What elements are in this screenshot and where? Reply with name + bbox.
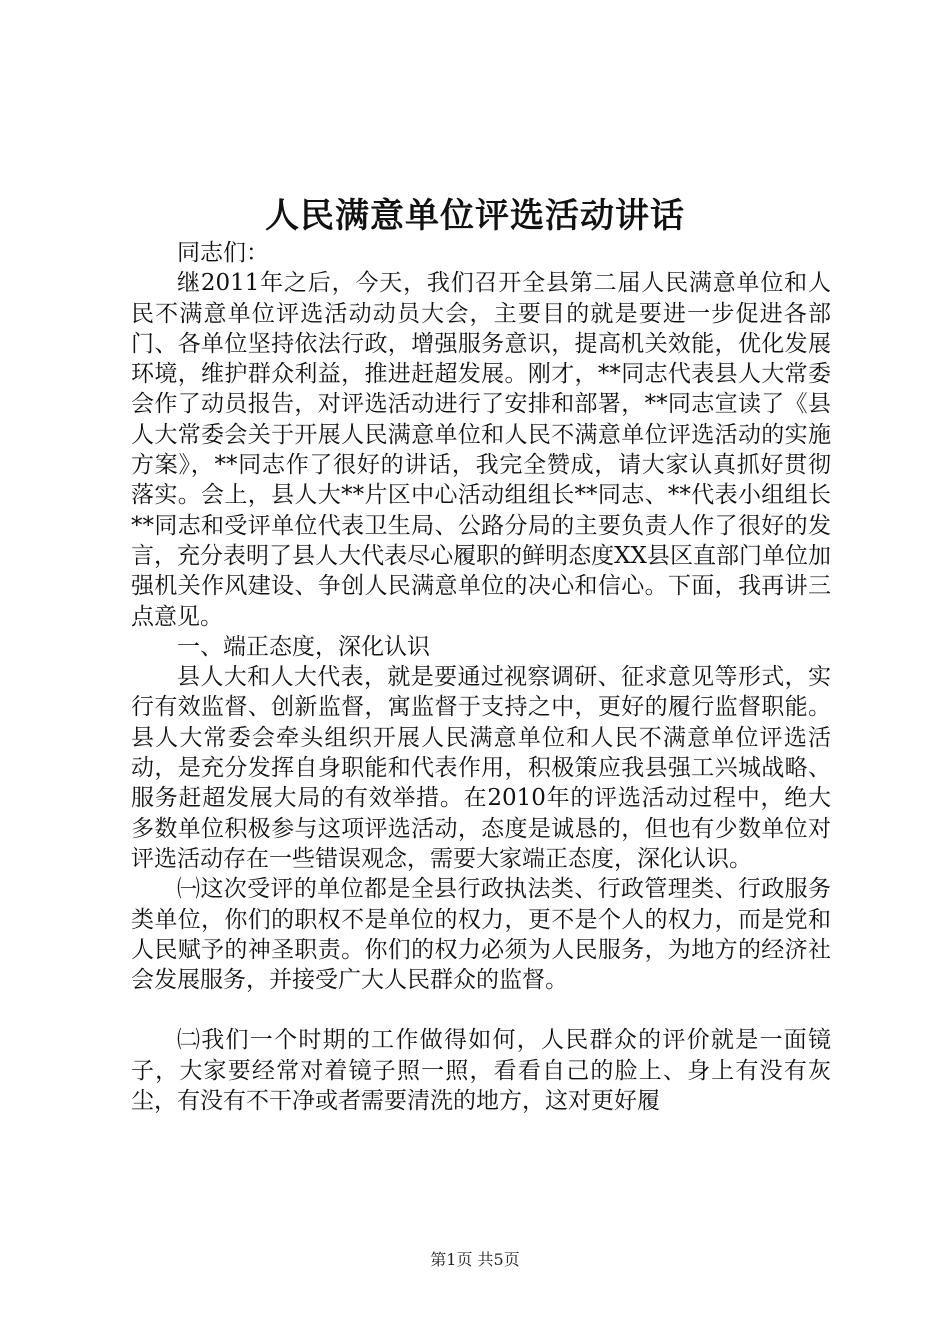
paragraph-section-1: 县人大和人大代表，就是要通过视察调研、征求意见等形式，实行有效监督、创新监督，寓监督于支持之中，更好的履行监督职能。县人大常委会牵头组织开展人民满意单位和人民不满意单位评选活动，是充分发挥自身职能和代表作用，积极策应我县强工兴城战略、服务赶超发展大局的有效举措。在2010年的评选活动过程中，绝大多数单位积极参与这项评选活动，态度是诚恳的，但也有少数单位对评选活动存在一些错误观念，需要大家端正态度，深化认识。	[131, 664, 831, 872]
document-body	[131, 238, 831, 1116]
paragraph-point-2: ㈡我们一个时期的工作做得如何，人民群众的评价就是一面镜子，大家要经常对着镜子照一照，看看自己的脸上、身上有没有灰尘，有没有不干净或者需要清洗的地方，这对更好履	[131, 1027, 831, 1115]
paragraph-intro: 继2011年之后，今天，我们召开全县第二届人民满意单位和人民不满意单位评选活动动员大会，主要目的就是要进一步促进各部门、各单位坚持依法行政，增强服务意识，提高机关效能，优化发展环境，维护群众利益，推进赶超发展。刚才，**同志代表县人大常委会作了动员报告，对评选活动进行了安排和部署，**同志宣读了《县人大常委会关于开展人民满意单位和人民不满意单位评选活动的实施方案》，**同志作了很好的讲话，我完全赞成，请大家认真抓好贯彻落实。会上，县人大**片区中心活动组组长**同志、**代表小组组长**同志和受评单位代表卫生局、公路分局的主要负责人作了很好的发言，充分表明了县人大代表尽心履职的鲜明态度XX县区直部门单位加强机关作风建设、争创人民满意单位的决心和信心。下面，我再讲三点意见。	[131, 270, 831, 630]
paragraph-point-1: ㈠这次受评的单位都是全县行政执法类、行政管理类、行政服务类单位，你们的职权不是单位的权力，更不是个人的权力，而是党和人民赋予的神圣职责。你们的权力必须为人民服务，为地方的经济社会发展服务，并接受广大人民群众的监督。	[131, 876, 831, 994]
salutation: 同志们：	[177, 240, 269, 266]
section-heading-1: 一、端正态度，深化认识	[177, 633, 430, 660]
page-number-footer: 第1页 共5页	[430, 1250, 520, 1269]
document-title: 人民满意单位评选活动讲话	[265, 196, 685, 236]
